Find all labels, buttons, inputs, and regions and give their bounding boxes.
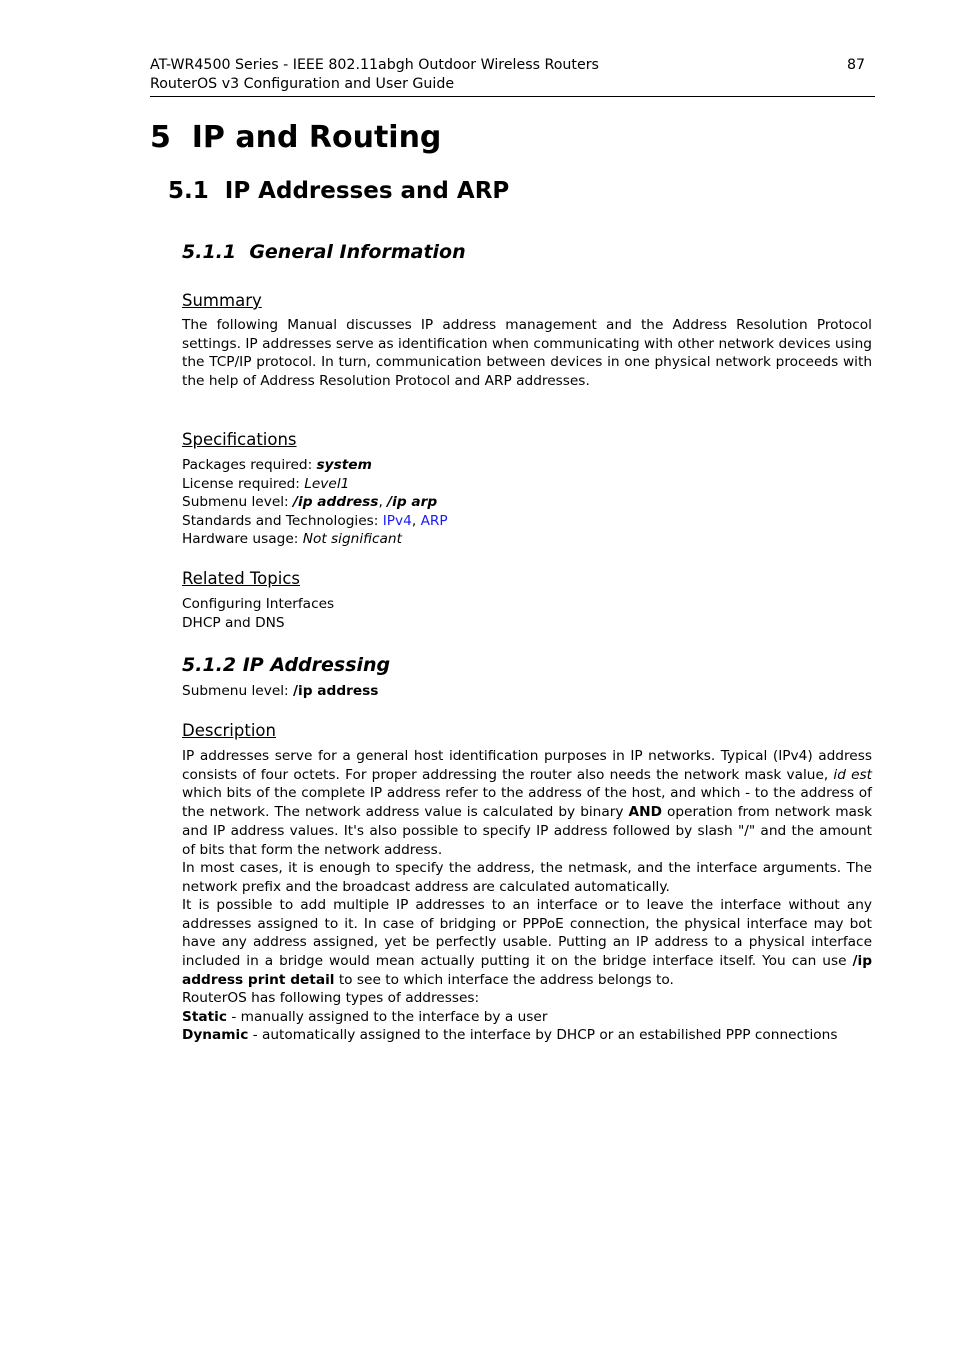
header-title-line2: RouterOS v3 Configuration and User Guide: [150, 76, 455, 92]
chapter-title: 5 IP and Routing: [150, 120, 442, 155]
specifications-list: [182, 456, 448, 549]
subsection-title-general: 5.1.1 General Information: [182, 241, 466, 263]
specifications-heading: Specifications: [182, 430, 297, 449]
arp-link[interactable]: ARP: [420, 512, 448, 529]
submenu-level-line: Submenu level: /ip address: [182, 683, 379, 699]
description-paragraph-3: It is possible to add multiple IP addresses to an interface or to leave the interface without any addresses assigned to it. In case of bridging or PPPoE connection, the physical interface may bot have any address assigned, yet be perfectly usable. Putting an IP address to a physical interface included in a bridge would mean actually putting it on the bridge interface itself. You can use /ip address print detail to see to which interface the address belongs to.: [182, 897, 872, 988]
description-paragraph-1: IP addresses serve for a general host identification purposes in IP networks. Typical (IPv4) address consists of four octets. For proper addressing the router also needs the network mask value, id est which bits of the complete IP address refer to the address of the host, and which - to the address of the network. The network address value is calculated by binary AND operation from network mask and IP address values. It's also possible to specify IP address followed by slash "/" and the amount of bits that form the network address.: [182, 748, 872, 858]
spec-license: License required: Level1: [182, 475, 350, 492]
section-title: 5.1 IP Addresses and ARP: [168, 178, 510, 204]
spec-packages: Packages required: system: [182, 457, 372, 473]
summary-text: The following Manual discusses IP address management and the Address Resolution Protocol settings. IP addresses serve as identification when communicating with other network devices using the TCP/IP protocol. In turn, communication between devices in one physical network proceeds with the help of Address Resolution Protocol and ARP addresses.: [182, 317, 872, 390]
ipv4-link[interactable]: IPv4: [382, 512, 412, 529]
address-type-static: Static - manually assigned to the interface by a user: [182, 1008, 548, 1025]
page-header: [150, 54, 875, 97]
related-topic-item: Configuring Interfaces: [182, 596, 335, 612]
address-types-list: [182, 989, 837, 1045]
description-paragraph-2: In most cases, it is enough to specify the address, the netmask, and the interface arguments. The network prefix and the broadcast address are calculated automatically.: [182, 860, 872, 895]
spec-submenu: Submenu level: /ip address, /ip arp: [182, 494, 438, 511]
header-title-line1: AT-WR4500 Series - IEEE 802.11abgh Outdoor Wireless Routers: [150, 57, 599, 73]
description-heading: Description: [182, 721, 276, 740]
subsection-title-ip-addressing: 5.1.2 IP Addressing: [182, 654, 391, 676]
address-types-intro: RouterOS has following types of addresses:: [182, 990, 480, 1006]
address-type-dynamic: Dynamic - automatically assigned to the interface by DHCP or an estabilished PPP connections: [182, 1027, 838, 1044]
page-number: 87: [846, 57, 865, 73]
related-topic-item: DHCP and DNS: [182, 614, 285, 631]
spec-hardware: Hardware usage: Not significant: [182, 531, 402, 548]
related-topics-heading: Related Topics: [182, 569, 301, 588]
spec-standards: Standards and Technologies: IPv4, ARP: [182, 512, 448, 529]
summary-heading: Summary: [182, 291, 262, 310]
related-topics-list: [182, 595, 334, 632]
